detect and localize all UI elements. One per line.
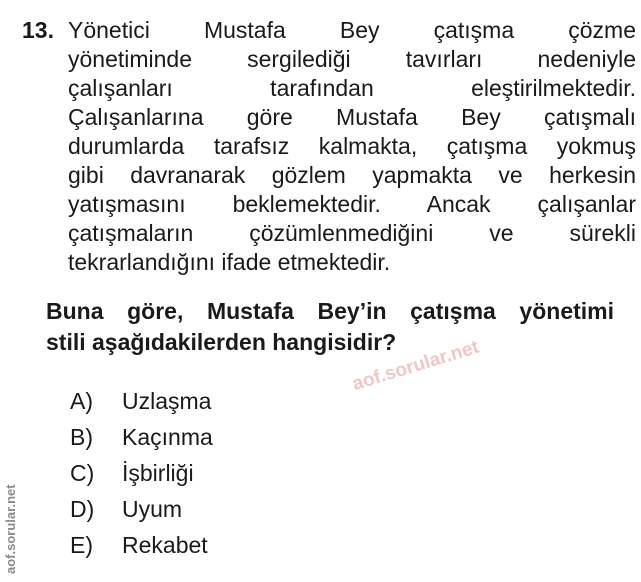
question-stem (68, 16, 636, 277)
option-letter: A) (70, 387, 93, 414)
prompt-line: Buna göre, Mustafa Bey’in çatışma yönetimi (46, 298, 614, 324)
side-watermark: aof.sorular.net (3, 484, 18, 574)
option-letter: D) (70, 495, 95, 522)
answer-options (70, 383, 470, 563)
stem-line: durumlarda tarafsız kalmakta, çatışma yokmuş (68, 133, 636, 159)
option-d[interactable] (70, 491, 470, 527)
center-watermark: aof.sorular.net (350, 336, 482, 396)
stem-line: Çalışanlarına göre Mustafa Bey çatışmalı (68, 104, 636, 130)
stem-line: yönetiminde sergilediği tavırları nedeniyle (68, 46, 636, 72)
stem-line: Yönetici Mustafa Bey çatışma çözme (68, 17, 636, 43)
option-b[interactable] (70, 419, 470, 455)
stem-line: çalışanları tarafından eleştirilmektedir. (68, 75, 636, 101)
question-prompt (46, 296, 614, 358)
option-text: Uzlaşma (122, 387, 212, 414)
option-letter: C) (70, 459, 95, 486)
option-text: Kaçınma (122, 423, 213, 450)
stem-line: çatışmaların çözümlenmediğini ve sürekli (68, 220, 636, 246)
stem-line: gibi davranarak gözlem yapmakta ve herkesin (68, 162, 636, 188)
question-number: 13. (22, 17, 54, 43)
stem-line: tekrarlandığını ifade etmektedir. (68, 249, 391, 275)
stem-line: yatışmasını beklemektedir. Ancak çalışanlar (68, 191, 636, 217)
option-letter: E) (70, 531, 93, 558)
option-e[interactable] (70, 527, 470, 563)
option-text: Rekabet (122, 531, 208, 558)
option-text: İşbirliği (122, 459, 194, 486)
option-c[interactable] (70, 455, 470, 491)
option-text: Uyum (122, 495, 183, 522)
option-letter: B) (70, 423, 93, 450)
option-a[interactable] (70, 383, 470, 419)
prompt-line: stili aşağıdakilerden hangisidir? (46, 329, 397, 355)
